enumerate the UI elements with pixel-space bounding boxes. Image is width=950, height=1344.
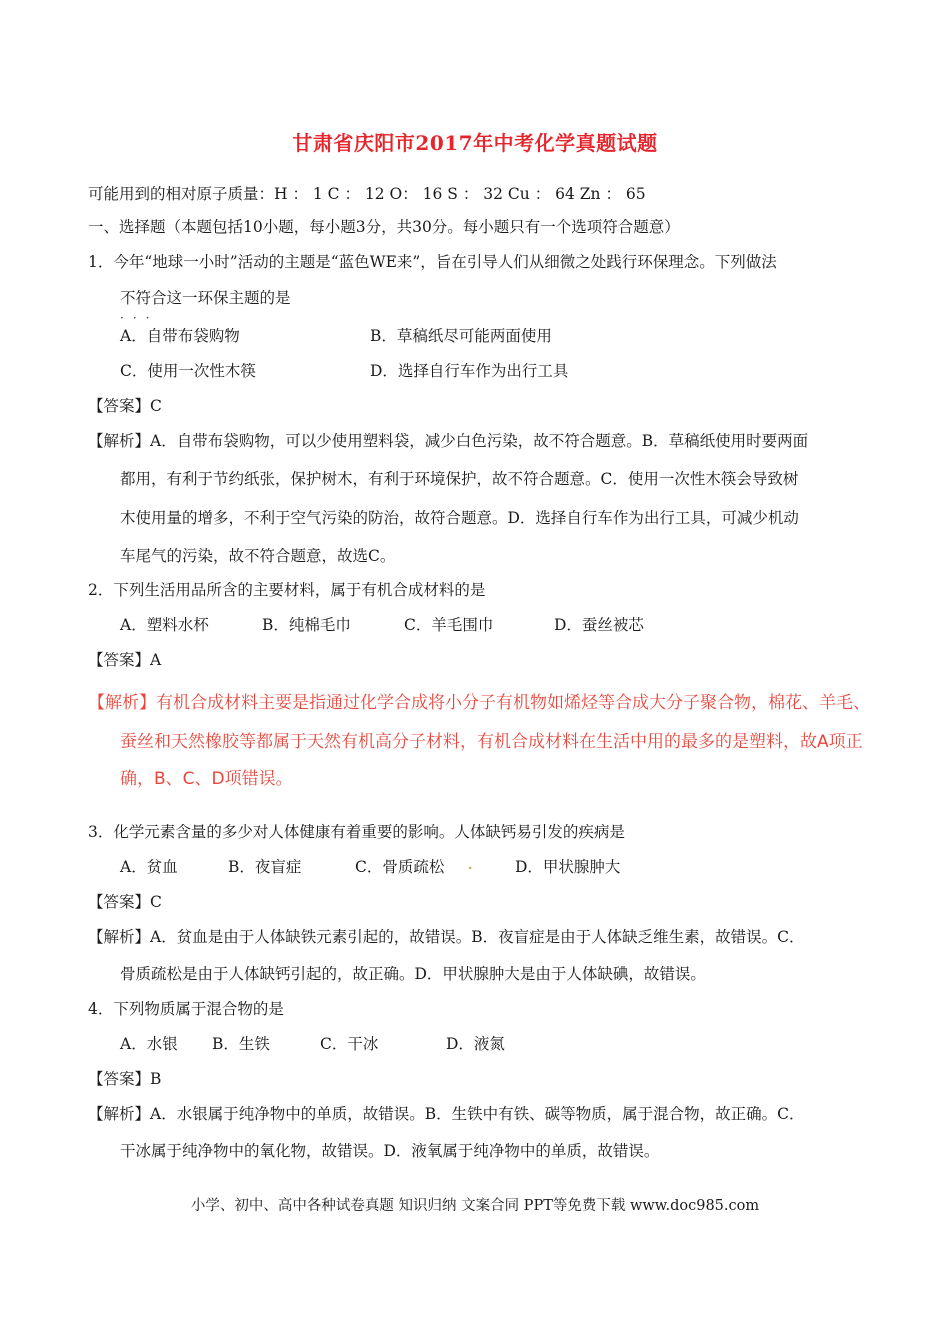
- q4-answer: 【答案】B: [88, 1070, 162, 1088]
- q4-option-b: B．生铁: [212, 1035, 270, 1053]
- q1-analysis-line2: 都用，有利于节约纸张，保护树木，有利于环境保护，故不符合题意。C．使用一次性木筷会导致树: [120, 470, 799, 488]
- q3-analysis-line2: 骨质疏松是由于人体缺钙引起的，故正确。D．甲状腺肿大是由于人体缺碘，故错误。: [120, 965, 706, 983]
- q2-option-a: A．塑料水杯: [120, 616, 209, 634]
- emphasis-dots: ···: [120, 311, 159, 325]
- q2-analysis-line3: 确，B、C、D项错误。: [120, 769, 293, 789]
- q1-stem-line1: 1．今年“地球一小时”活动的主题是“蓝色WE来”，旨在引导人们从细微之处践行环保理念。下列做法: [88, 253, 777, 271]
- stray-dot-mark: .: [468, 858, 473, 872]
- q4-option-a: A．水银: [120, 1035, 178, 1053]
- q1-analysis-line1: 【解析】A．自带布袋购物，可以少使用塑料袋，减少白色污染，故不符合题意。B．草稿纸使用时要两面: [88, 432, 809, 450]
- page-title: 甘肃省庆阳市2017年中考化学真题试题: [292, 131, 658, 155]
- q1-stem-line2: 不符合这一环保主题的是: [120, 289, 291, 307]
- q4-option-c: C．干冰: [320, 1035, 379, 1053]
- q3-answer: 【答案】C: [88, 893, 162, 911]
- q3-analysis-line1: 【解析】A．贫血是由于人体缺铁元素引起的，故错误。B．夜盲症是由于人体缺乏维生素，故错误。C．: [88, 928, 805, 946]
- q2-analysis-line2: 蚕丝和天然橡胶等都属于天然有机高分子材料，有机合成材料在生活中用的最多的是塑料，故A项正: [120, 732, 863, 752]
- q4-option-d: D．液氮: [446, 1035, 505, 1053]
- q1-option-c: C．使用一次性木筷: [120, 362, 256, 380]
- q2-option-b: B．纯棉毛巾: [262, 616, 351, 634]
- q1-analysis-line4: 车尾气的污染，故不符合题意，故选C。: [120, 547, 396, 565]
- atomic-mass-line: 可能用到的相对原子质量：H ： 1 C ： 12 O： 16 S ： 32 Cu ： 64 Zn ： 65: [88, 185, 646, 203]
- q3-option-a: A．贫血: [120, 858, 178, 876]
- q2-option-d: D．蚕丝被芯: [554, 616, 644, 634]
- q4-stem: 4．下列物质属于混合物的是: [88, 1000, 284, 1018]
- q3-option-b: B．夜盲症: [228, 858, 302, 876]
- q3-option-d: D．甲状腺肿大: [515, 858, 621, 876]
- q2-analysis-line1: 【解析】有机合成材料主要是指通过化学合成将小分子有机物如烯烃等合成大分子聚合物，棉花、羊毛、: [88, 693, 870, 713]
- section-heading: 一、选择题（本题包括10小题，每小题3分，共30分。每小题只有一个选项符合题意）: [88, 218, 680, 236]
- q1-option-b: B．草稿纸尽可能两面使用: [370, 327, 552, 345]
- q3-option-c: C．骨质疏松: [355, 858, 445, 876]
- q1-answer: 【答案】C: [88, 397, 162, 415]
- q3-stem: 3．化学元素含量的多少对人体健康有着重要的影响。人体缺钙易引发的疾病是: [88, 823, 625, 841]
- q1-option-d: D．选择自行车作为出行工具: [370, 362, 569, 380]
- page-footer: 小学、初中、高中各种试卷真题 知识归纳 文案合同 PPT等免费下载 www.doc985.com: [190, 1198, 760, 1214]
- q2-option-c: C．羊毛围巾: [404, 616, 494, 634]
- q1-analysis-line3: 木使用量的增多，不利于空气污染的防治，故符合题意。D．选择自行车作为出行工具，可减少机动: [120, 509, 799, 527]
- q1-option-a: A．自带布袋购物: [120, 327, 240, 345]
- q4-analysis-line2: 干冰属于纯净物中的氧化物，故错误。D．液氧属于纯净物中的单质，故错误。: [120, 1142, 660, 1160]
- q2-stem: 2．下列生活用品所含的主要材料，属于有机合成材料的是: [88, 581, 486, 599]
- q4-analysis-line1: 【解析】A．水银属于纯净物中的单质，故错误。B．生铁中有铁、碳等物质，属于混合物，故正确。C．: [88, 1105, 805, 1123]
- q2-answer: 【答案】A: [88, 651, 162, 669]
